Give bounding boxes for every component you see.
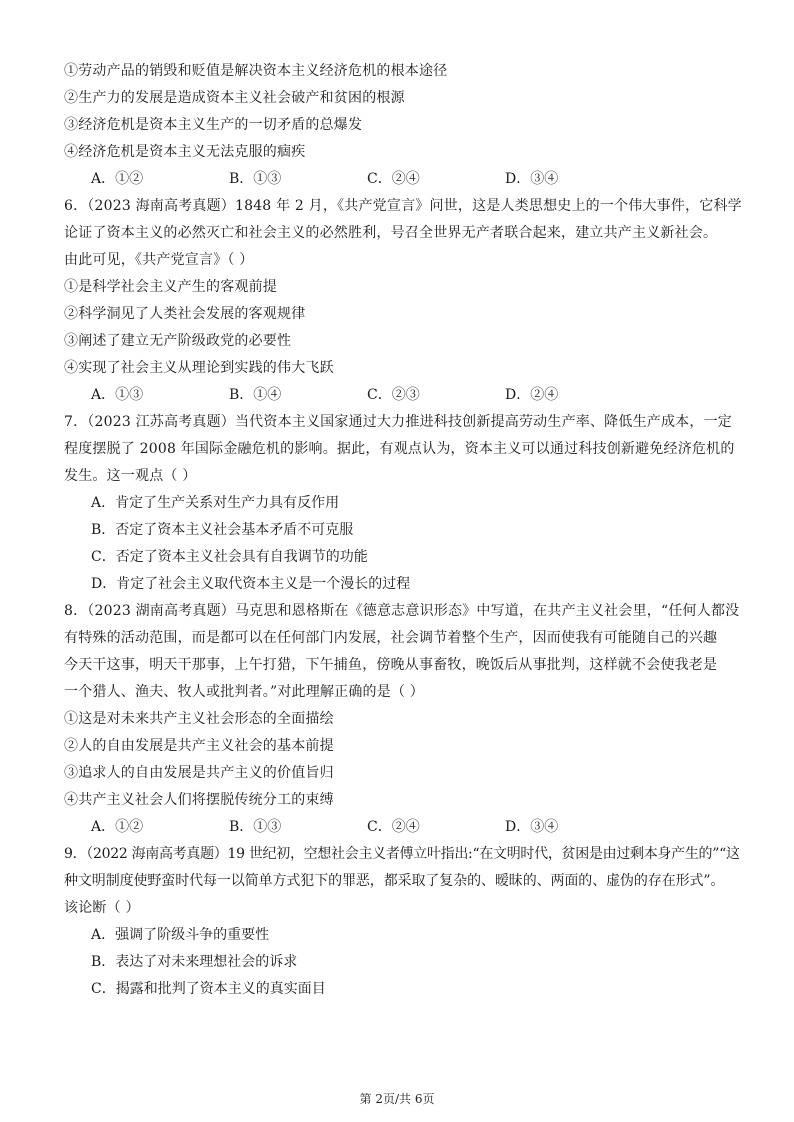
- option-b: B．①④: [229, 387, 282, 403]
- statement-2: ②科学洞见了人类社会发展的客观规律: [64, 306, 306, 322]
- question-stem-line: 一个猎人、渔夫、牧人或批判者。”对此理解正确的是（ ）: [64, 684, 425, 700]
- question-stem-line: 发生。这一观点（ ）: [64, 468, 197, 484]
- question-stem-line: 种文明制度使野蛮时代每一以简单方式犯下的罪恶，都采取了复杂的、暧昧的、两面的、虚伪的存在形式”。: [64, 873, 725, 889]
- statement-3: ③经济危机是资本主义生产的一切矛盾的总爆发: [64, 117, 363, 133]
- statement-1: ①劳动产品的销毁和贬值是解决资本主义经济危机的根本途径: [64, 63, 448, 79]
- choice-a: A．强调了阶级斗争的重要性: [91, 927, 270, 943]
- choice-b: B．否定了资本主义社会基本矛盾不可克服: [91, 522, 354, 538]
- statement-2: ②人的自由发展是共产主义社会的基本前提: [64, 738, 334, 754]
- answer-options: [64, 166, 732, 193]
- option-d: D．③④: [505, 171, 559, 187]
- question-stem-line: 有特殊的活动范围，而是都可以在任何部门内发展，社会调节着整个生产，因而使我有可能随自己的兴趣: [64, 630, 718, 646]
- option-b: B．①③: [229, 819, 282, 835]
- statement-1: ①是科学社会主义产生的客观前提: [64, 279, 277, 295]
- question-8-block: [64, 598, 740, 841]
- option-a: A．①②: [91, 171, 144, 187]
- question-stem-line: 6．（2023 海南高考真题）1848 年 2 月，《共产党宣言》问世，这是人类思想史上的一个伟大事件，它科学: [64, 198, 742, 214]
- choice-b: B．表达了对未来理想社会的诉求: [91, 954, 298, 970]
- choice-c: C．揭露和批判了资本主义的真实面目: [91, 981, 326, 997]
- option-b: B．①③: [229, 171, 282, 187]
- statement-3: ③阐述了建立无产阶级政党的必要性: [64, 333, 292, 349]
- option-c: C．②④: [367, 819, 420, 835]
- question-stem-line: 论证了资本主义的必然灭亡和社会主义的必然胜利，号召全世界无产者联合起来，建立共产主义新社会。: [64, 225, 718, 241]
- statement-4: ④实现了社会主义从理论到实践的伟大飞跃: [64, 360, 334, 376]
- page-number: 第 2页/共 6页: [359, 1092, 435, 1106]
- option-d: D．②④: [505, 387, 559, 403]
- question-stem-line: 今天干这事，明天干那事，上午打猎，下午捕鱼，傍晚从事畜牧，晚饭后从事批判，这样就不会使我老是: [64, 657, 718, 673]
- option-d: D．③④: [505, 819, 559, 835]
- question-5-block: [64, 58, 732, 193]
- answer-options: [64, 814, 732, 841]
- question-9-block: [64, 841, 740, 1003]
- question-stem-line: 8．（2023 湖南高考真题）马克思和恩格斯在《德意志意识形态》中写道，在共产主义社会里，“任何人都没: [64, 603, 740, 619]
- statement-1: ①这是对未来共产主义社会形态的全面描绘: [64, 711, 334, 727]
- question-stem-line: 9．（2022 海南高考真题）19 世纪初，空想社会主义者傅立叶指出:“在文明时代，贫困是由过剩本身产生的”“这: [64, 846, 740, 862]
- statement-2: ②生产力的发展是造成资本主义社会破产和贫困的根源: [64, 90, 405, 106]
- question-7-block: [64, 409, 735, 598]
- statement-4: ④经济危机是资本主义无法克服的痼疾: [64, 144, 306, 160]
- statement-3: ③追求人的自由发展是共产主义的价值旨归: [64, 765, 334, 781]
- question-stem-line: 由此可见，《共产党宣言》（ ）: [64, 252, 254, 268]
- option-c: C．②③: [367, 387, 420, 403]
- option-a: A．①③: [91, 387, 144, 403]
- choice-a: A．肯定了生产关系对生产力具有反作用: [91, 495, 340, 511]
- choice-d: D．肯定了社会主义取代资本主义是一个漫长的过程: [91, 576, 411, 592]
- question-stem-line: 该论断（ ）: [64, 900, 140, 916]
- option-a: A．①②: [91, 819, 144, 835]
- statement-4: ④共产主义社会人们将摆脱传统分工的束缚: [64, 792, 334, 808]
- question-stem-line: 程度摆脱了 2008 年国际金融危机的影响。据此，有观点认为，资本主义可以通过科技创新避免经济危机的: [64, 441, 735, 457]
- question-stem-line: 7．（2023 江苏高考真题）当代资本主义国家通过大力推进科技创新提高劳动生产率、降低生产成本，一定: [64, 414, 732, 430]
- choice-c: C．否定了资本主义社会具有自我调节的功能: [91, 549, 368, 565]
- question-content: [64, 58, 742, 1003]
- answer-options: [64, 382, 732, 409]
- option-c: C．②④: [367, 171, 420, 187]
- question-6-block: [64, 193, 742, 409]
